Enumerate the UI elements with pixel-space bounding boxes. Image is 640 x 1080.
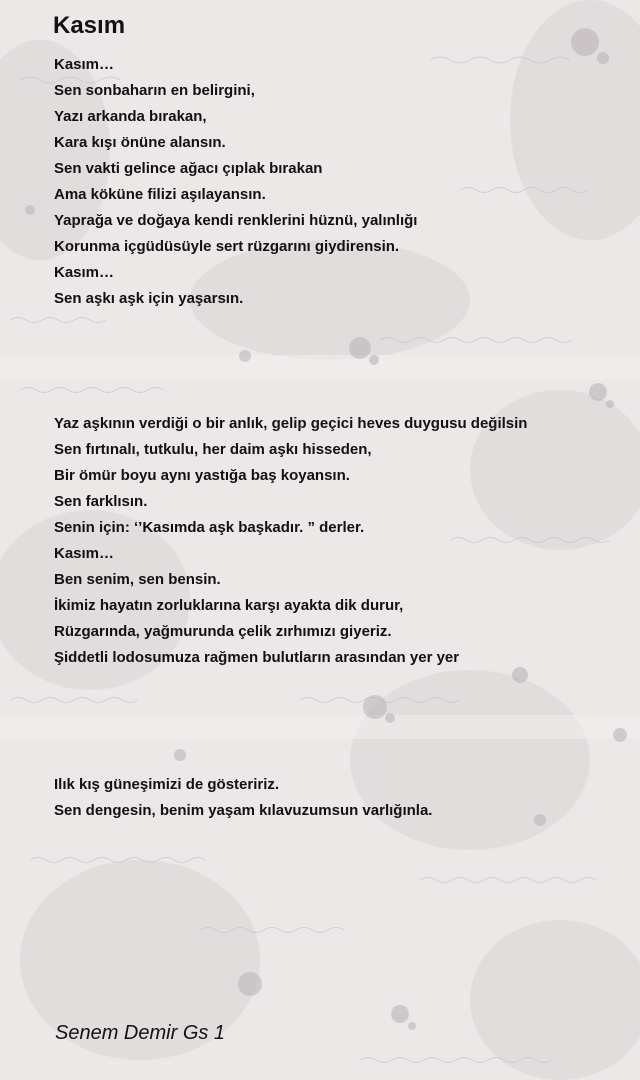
poem-line: Sen fırtınalı, tutkulu, her daim aşkı hisseden, [54,441,372,458]
poem-line: Kara kışı önüne alansın. [54,134,226,151]
poem-line: Sen sonbaharın en belirgini, [54,82,255,99]
poem-line: İkimiz hayatın zorluklarına karşı ayakta dik durur, [54,597,404,614]
poem-line: Yazı arkanda bırakan, [54,108,207,125]
poem-line: Senin için: ‘’Kasımda aşk başkadır. ” derler. [54,519,365,536]
poem-line: Korunma içgüdüsüyle sert rüzgarını giydirensin. [54,238,400,255]
poem-line: Sen farklısın. [54,493,148,510]
poem-title: Kasım [53,12,126,39]
poem-line: Rüzgarında, yağmurunda çelik zırhımızı giyeriz. [54,623,392,640]
poem-line: Yaprağa ve doğaya kendi renklerini hüznü, yalınlığı [54,212,418,229]
poem-line: Yaz aşkının verdiği o bir anlık, gelip geçici heves duygusu değilsin [54,415,528,432]
poem-line: Ben senim, sen bensin. [54,571,221,588]
poem-line: Sen dengesin, benim yaşam kılavuzumsun varlığınla. [54,802,433,819]
poem-line: Kasım… [54,264,115,281]
poem-line: Sen vakti gelince ağacı çıplak bırakan [54,160,323,177]
poem-stanza-1 [54,52,417,312]
poem-stanza-2 [54,411,527,671]
poem-line: Kasım… [54,545,115,562]
poem-line: Bir ömür boyu aynı yastığa baş koyansın. [54,467,350,484]
poem-line: Kasım… [54,56,115,73]
poem-author[interactable]: Senem Demir Gs 1 [55,1022,226,1044]
poem-line: Ilık kış güneşimizi de gösteririz. [54,776,280,793]
poem-line: Şiddetli lodosumuza rağmen bulutların arasından yer yer [54,649,460,666]
poem-line: Ama köküne filizi aşılayansın. [54,186,266,203]
poem-stanza-3 [54,772,432,824]
poem-line: Sen aşkı aşk için yaşarsın. [54,290,244,307]
